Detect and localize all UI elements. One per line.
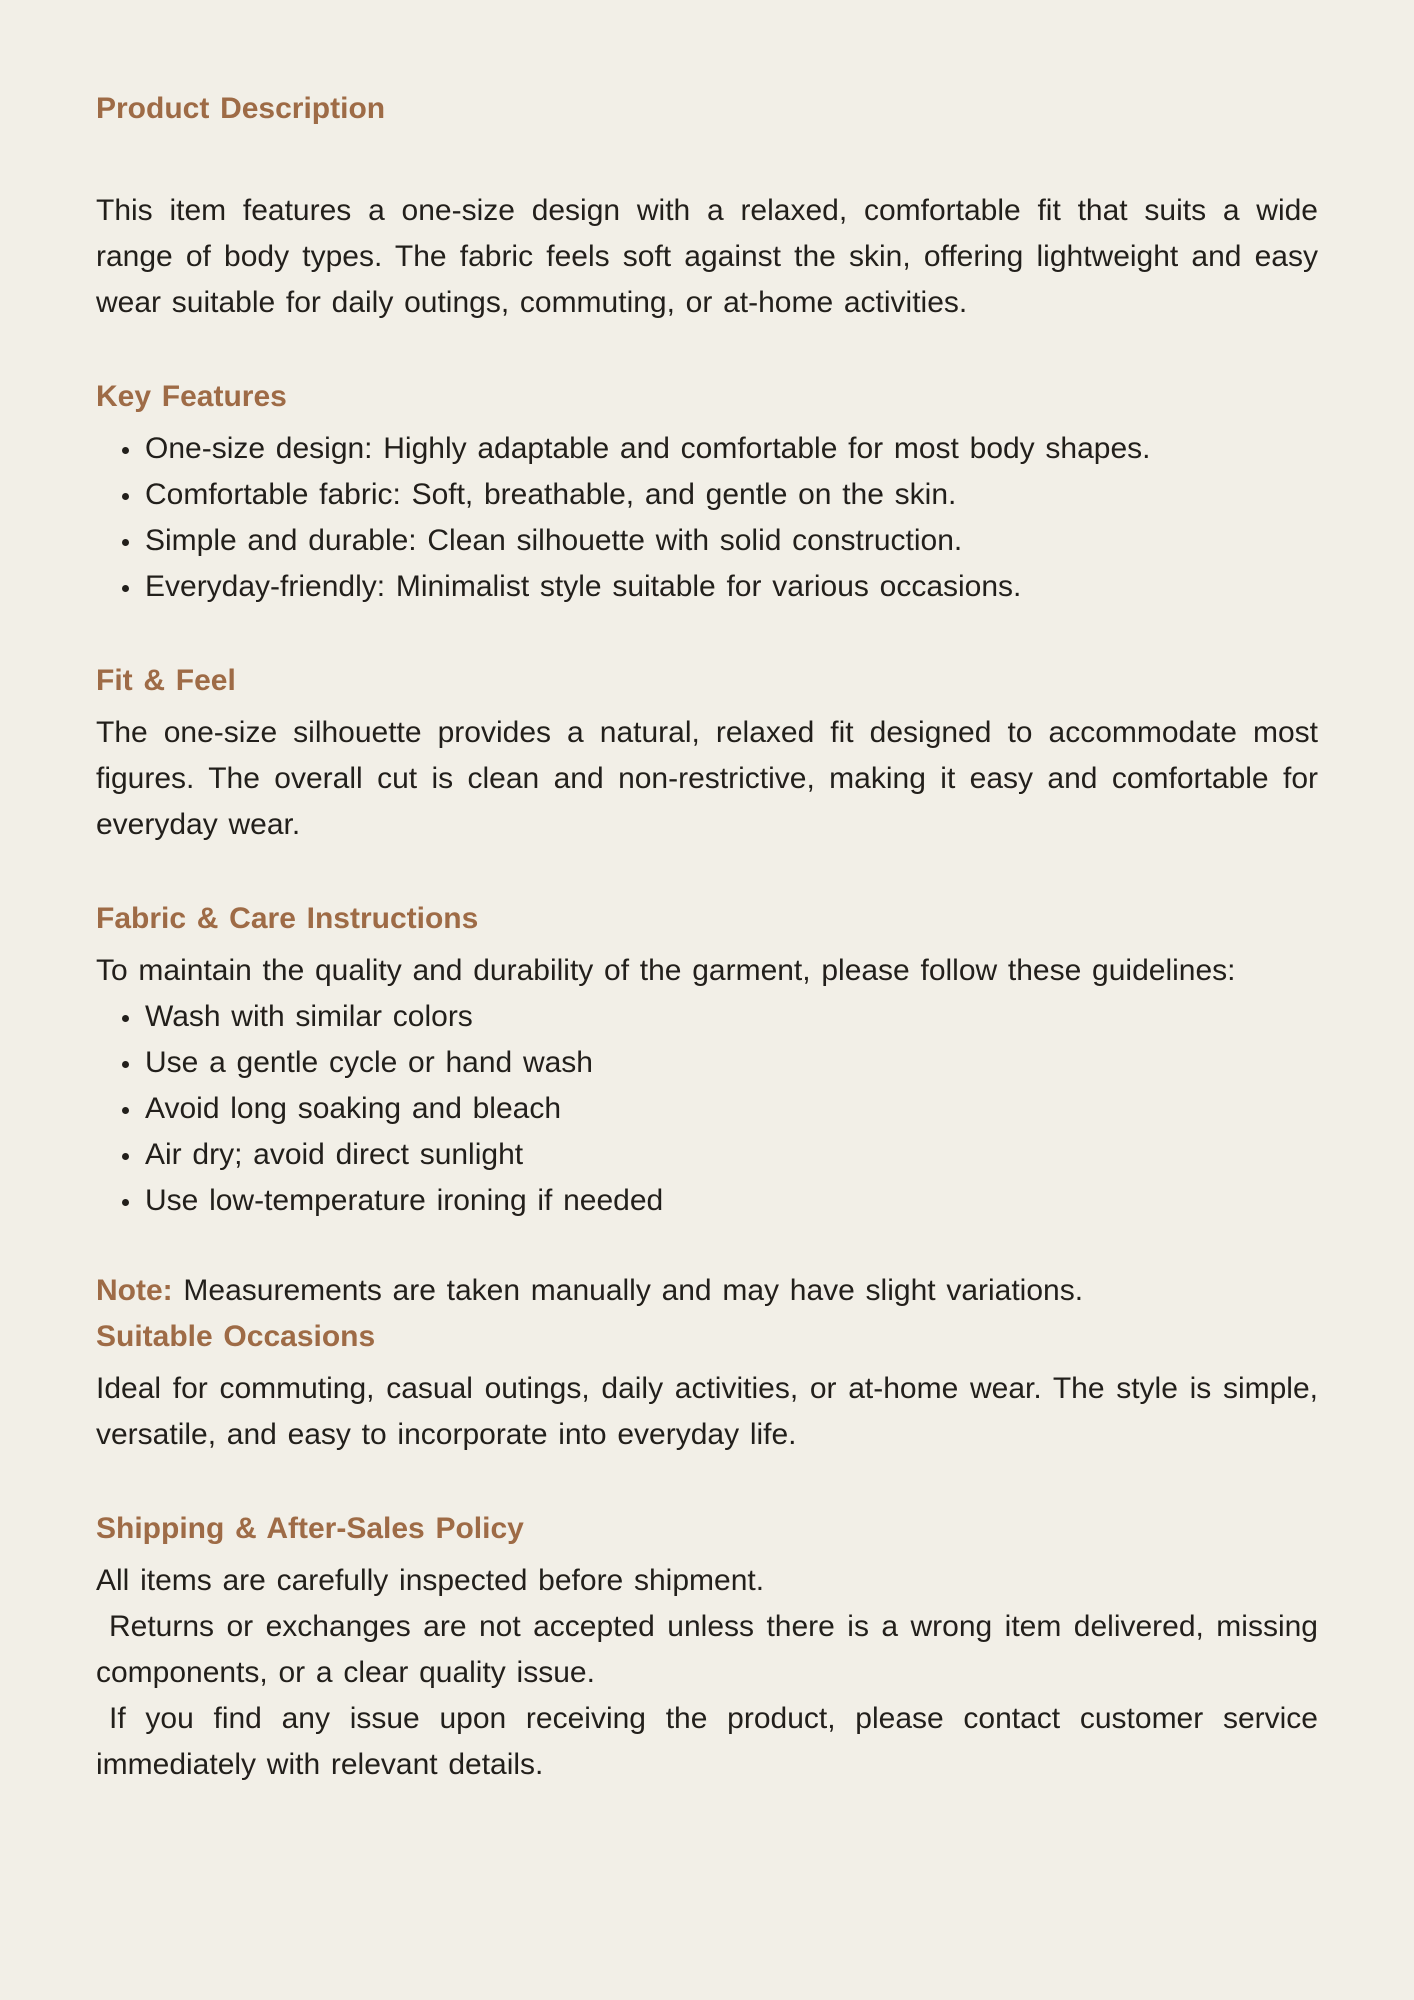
note-line xyxy=(96,1268,1318,1314)
key-feature-item: • One-size design: Highly adaptable and comfortable for most body shapes. xyxy=(143,426,1318,472)
fit-feel-heading: Fit & Feel xyxy=(96,664,236,697)
care-instruction-item: • Use a gentle cycle or hand wash xyxy=(143,1040,1318,1086)
suitable-occasions-text: Ideal for commuting, casual outings, daily activities, or at-home wear. The style is simple, versatile, and easy to incorporate into everyday life. xyxy=(96,1372,1318,1451)
shipping-policy-line-2: Returns or exchanges are not accepted unless there is a wrong item delivered, missing components, or a clear quality issue. xyxy=(96,1610,1318,1689)
shipping-policy-line-1: All items are carefully inspected before shipment. xyxy=(96,1564,765,1597)
key-feature-item: • Comfortable fabric: Soft, breathable, and gentle on the skin. xyxy=(143,472,1318,518)
product-description-document xyxy=(96,86,1318,1788)
product-description-heading: Product Description xyxy=(96,92,386,125)
fabric-care-intro: To maintain the quality and durability of the garment, please follow these guidelines: xyxy=(96,954,1236,987)
note-label: Note: xyxy=(96,1274,173,1307)
product-description-text: This item features a one-size design with a relaxed, comfortable fit that suits a wide range of body types. The fabric feels soft against the skin, offering lightweight and easy wear suitable for daily outings, commuting, or at-home activities. xyxy=(96,194,1318,319)
care-instructions-list xyxy=(96,994,1318,1224)
key-features-heading: Key Features xyxy=(96,380,287,413)
shipping-policy-heading: Shipping & After-Sales Policy xyxy=(96,1512,524,1545)
key-feature-item: • Everyday-friendly: Minimalist style suitable for various occasions. xyxy=(143,564,1318,610)
note-text: Measurements are taken manually and may have slight variations. xyxy=(183,1274,1084,1307)
shipping-policy-line-3: If you find any issue upon receiving the product, please contact customer service immediately with relevant details. xyxy=(96,1702,1318,1781)
care-instruction-item: • Use low-temperature ironing if needed xyxy=(143,1178,1318,1224)
fabric-care-heading: Fabric & Care Instructions xyxy=(96,902,479,935)
fit-feel-text: The one-size silhouette provides a natural, relaxed fit designed to accommodate most figures. The overall cut is clean and non-restrictive, making it easy and comfortable for everyday wear. xyxy=(96,716,1318,841)
care-instruction-item: • Wash with similar colors xyxy=(143,994,1318,1040)
care-instruction-item: • Avoid long soaking and bleach xyxy=(143,1086,1318,1132)
care-instruction-item: • Air dry; avoid direct sunlight xyxy=(143,1132,1318,1178)
key-feature-item: • Simple and durable: Clean silhouette with solid construction. xyxy=(143,518,1318,564)
key-features-list xyxy=(96,426,1318,610)
suitable-occasions-heading: Suitable Occasions xyxy=(96,1320,376,1353)
